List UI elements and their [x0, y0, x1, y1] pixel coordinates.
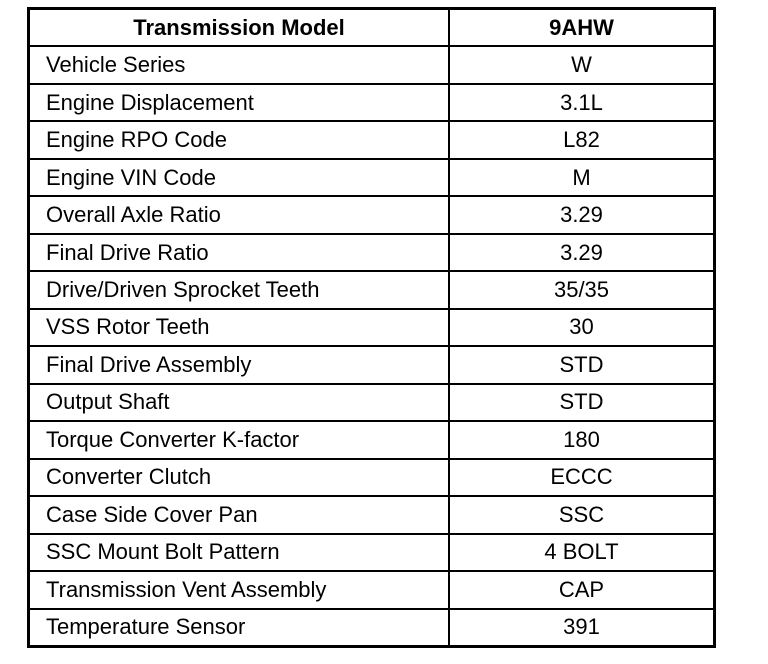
table-row — [30, 158, 713, 195]
row-label: Torque Converter K-factor — [30, 422, 450, 457]
table-row — [30, 383, 713, 420]
row-label: Final Drive Assembly — [30, 347, 450, 382]
table-row — [30, 120, 713, 157]
table-row — [30, 533, 713, 570]
row-value: 3.29 — [560, 239, 603, 265]
row-label: Case Side Cover Pan — [30, 497, 450, 532]
header-label: Transmission Model — [30, 10, 450, 45]
table-row — [30, 233, 713, 270]
table-row — [30, 608, 713, 645]
row-label: Engine VIN Code — [30, 160, 450, 195]
row-value: 4 BOLT — [544, 539, 619, 565]
row-value: 30 — [569, 314, 594, 340]
row-label: VSS Rotor Teeth — [30, 310, 450, 345]
table-row — [30, 308, 713, 345]
row-value: L82 — [563, 127, 600, 153]
row-value: 180 — [563, 426, 600, 452]
row-label: Drive/Driven Sprocket Teeth — [30, 272, 450, 307]
row-value: SSC — [558, 501, 605, 527]
row-value: 3.29 — [560, 202, 603, 228]
row-value: CAP — [558, 576, 605, 602]
row-value: 3.1L — [560, 89, 603, 115]
table-row — [30, 420, 713, 457]
row-label: Temperature Sensor — [30, 610, 450, 645]
row-label: Vehicle Series — [30, 47, 450, 82]
table-row — [30, 570, 713, 607]
row-value: M — [572, 164, 591, 190]
row-value: STD — [559, 351, 604, 377]
row-label: SSC Mount Bolt Pattern — [30, 535, 450, 570]
row-label: Engine Displacement — [30, 85, 450, 120]
table-row — [30, 270, 713, 307]
table-row — [30, 495, 713, 532]
row-value: W — [571, 52, 592, 78]
row-label: Transmission Vent Assembly — [30, 572, 450, 607]
table-row — [30, 458, 713, 495]
row-label: Converter Clutch — [30, 460, 450, 495]
transmission-spec-table — [27, 7, 716, 648]
row-value: ECCC — [550, 464, 613, 490]
header-value: 9AHW — [549, 14, 614, 40]
row-label: Overall Axle Ratio — [30, 197, 450, 232]
row-value: 35/35 — [553, 277, 610, 303]
table-row — [30, 83, 713, 120]
table-row — [30, 195, 713, 232]
table-row — [30, 345, 713, 382]
row-label: Engine RPO Code — [30, 122, 450, 157]
row-label: Final Drive Ratio — [30, 235, 450, 270]
row-value: STD — [559, 389, 604, 415]
table-row — [30, 45, 713, 82]
row-label: Output Shaft — [30, 385, 450, 420]
row-value: 391 — [563, 614, 600, 640]
table-header-row — [30, 10, 713, 45]
